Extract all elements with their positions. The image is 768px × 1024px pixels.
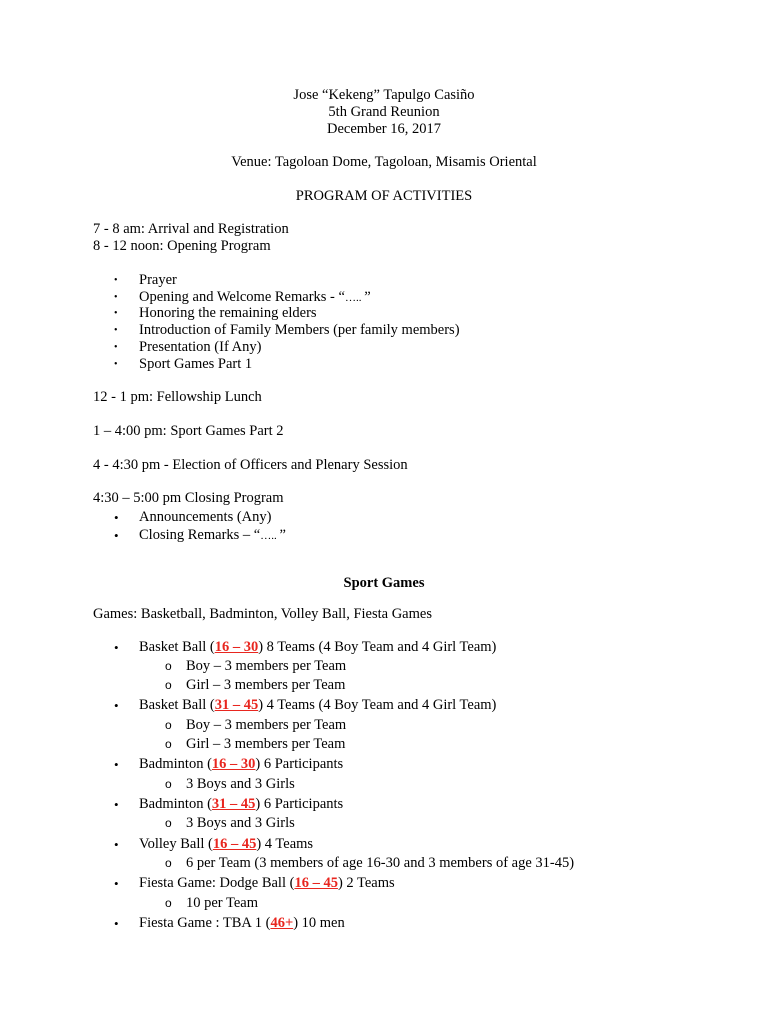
sub-bullet-icon: o <box>165 896 172 910</box>
bullet-icon: • <box>114 528 119 543</box>
game-sub-item: Girl – 3 members per Team <box>186 736 346 752</box>
game-sub-item: 3 Boys and 3 Girls <box>186 776 295 792</box>
game-entry <box>139 875 395 892</box>
sub-bullet-icon: o <box>165 737 172 751</box>
game-entry <box>139 836 313 853</box>
game-entry <box>139 796 343 813</box>
sub-bullet-icon: o <box>165 718 172 732</box>
schedule-closing: 4:30 – 5:00 pm Closing Program <box>93 490 284 506</box>
schedule-election: 4 - 4:30 pm - Election of Officers and Plenary Session <box>93 457 408 473</box>
bullet-icon: • <box>114 510 119 525</box>
bullet-icon: • <box>114 359 118 370</box>
bullet-icon: • <box>114 797 119 812</box>
game-detail: ) 4 Teams (4 Boy Team and 4 Girl Team) <box>258 697 497 713</box>
game-name: Fiesta Game : TBA 1 ( <box>139 915 271 931</box>
age-range: 16 – 30 <box>211 756 256 772</box>
game-entry <box>139 697 496 714</box>
closing-item-text: Closing Remarks – “ <box>139 527 261 543</box>
game-entry <box>139 639 496 656</box>
game-detail: ) 6 Participants <box>255 756 344 772</box>
bullet-icon: • <box>114 757 119 772</box>
sub-bullet-icon: o <box>165 856 172 870</box>
game-sub-item: 3 Boys and 3 Girls <box>186 815 295 831</box>
age-range: 46+ <box>270 915 294 931</box>
game-detail: ) 6 Participants <box>255 796 344 812</box>
venue-line: Venue: Tagoloan Dome, Tagoloan, Misamis Oriental <box>231 154 537 170</box>
reunion-honoree-name: Jose “Kekeng” Tapulgo Casiño <box>293 87 475 103</box>
age-range: 16 – 30 <box>214 639 259 655</box>
remarks-close-quote: ” <box>279 527 286 543</box>
bullet-icon: • <box>114 342 118 353</box>
remarks-placeholder: ….. <box>260 530 280 542</box>
game-detail: ) 4 Teams <box>256 836 314 852</box>
games-list-line: Games: Basketball, Badminton, Volley Ball, Fiesta Games <box>93 606 432 622</box>
closing-item <box>139 527 286 545</box>
age-range: 16 – 45 <box>212 836 257 852</box>
event-title: 5th Grand Reunion <box>328 104 440 120</box>
game-detail: ) 10 men <box>293 915 345 931</box>
schedule-opening: 8 - 12 noon: Opening Program <box>93 238 271 254</box>
opening-item: Introduction of Family Members (per family members) <box>139 322 460 338</box>
schedule-games-part2: 1 – 4:00 pm: Sport Games Part 2 <box>93 423 284 439</box>
game-name: Basket Ball ( <box>139 639 215 655</box>
bullet-icon: • <box>114 640 119 655</box>
schedule-arrival: 7 - 8 am: Arrival and Registration <box>93 221 289 237</box>
game-sub-item: 10 per Team <box>186 895 258 911</box>
event-date: December 16, 2017 <box>327 121 441 137</box>
game-sub-item: Boy – 3 members per Team <box>186 717 347 733</box>
game-entry <box>139 915 345 932</box>
game-sub-item: 6 per Team (3 members of age 16-30 and 3 members of age 31-45) <box>186 855 575 871</box>
game-detail: ) 8 Teams (4 Boy Team and 4 Girl Team) <box>258 639 497 655</box>
game-sub-item: Girl – 3 members per Team <box>186 677 346 693</box>
closing-item: Announcements (Any) <box>139 509 272 525</box>
bullet-icon: • <box>114 325 118 336</box>
remarks-placeholder: ….. <box>344 292 365 304</box>
game-name: Badminton ( <box>139 756 212 772</box>
game-name: Badminton ( <box>139 796 212 812</box>
sport-games-title: Sport Games <box>343 575 425 591</box>
bullet-icon: • <box>114 876 119 891</box>
sub-bullet-icon: o <box>165 816 172 830</box>
age-range: 16 – 45 <box>294 875 338 891</box>
opening-item: Sport Games Part 1 <box>139 356 253 372</box>
bullet-icon: • <box>114 292 118 303</box>
game-sub-item: Boy – 3 members per Team <box>186 658 347 674</box>
opening-item: Prayer <box>139 272 177 288</box>
age-range: 31 – 45 <box>211 796 256 812</box>
game-detail: ) 2 Teams <box>337 875 395 891</box>
bullet-icon: • <box>114 308 118 319</box>
game-entry <box>139 756 343 773</box>
program-title: PROGRAM OF ACTIVITIES <box>295 188 473 204</box>
game-name: Volley Ball ( <box>139 836 213 852</box>
bullet-icon: • <box>114 275 118 286</box>
age-range: 31 – 45 <box>214 697 259 713</box>
opening-item: Honoring the remaining elders <box>139 305 317 321</box>
schedule-lunch: 12 - 1 pm: Fellowship Lunch <box>93 389 262 405</box>
sub-bullet-icon: o <box>165 659 172 673</box>
opening-item: Presentation (If Any) <box>139 339 262 355</box>
bullet-icon: • <box>114 916 119 931</box>
game-name: Basket Ball ( <box>139 697 215 713</box>
bullet-icon: • <box>114 698 119 713</box>
game-name: Fiesta Game: Dodge Ball ( <box>139 875 295 891</box>
bullet-icon: • <box>114 837 119 852</box>
remarks-close-quote: ” <box>364 289 371 305</box>
opening-item-text: Opening and Welcome Remarks - “ <box>139 289 345 305</box>
sub-bullet-icon: o <box>165 678 172 692</box>
sub-bullet-icon: o <box>165 777 172 791</box>
